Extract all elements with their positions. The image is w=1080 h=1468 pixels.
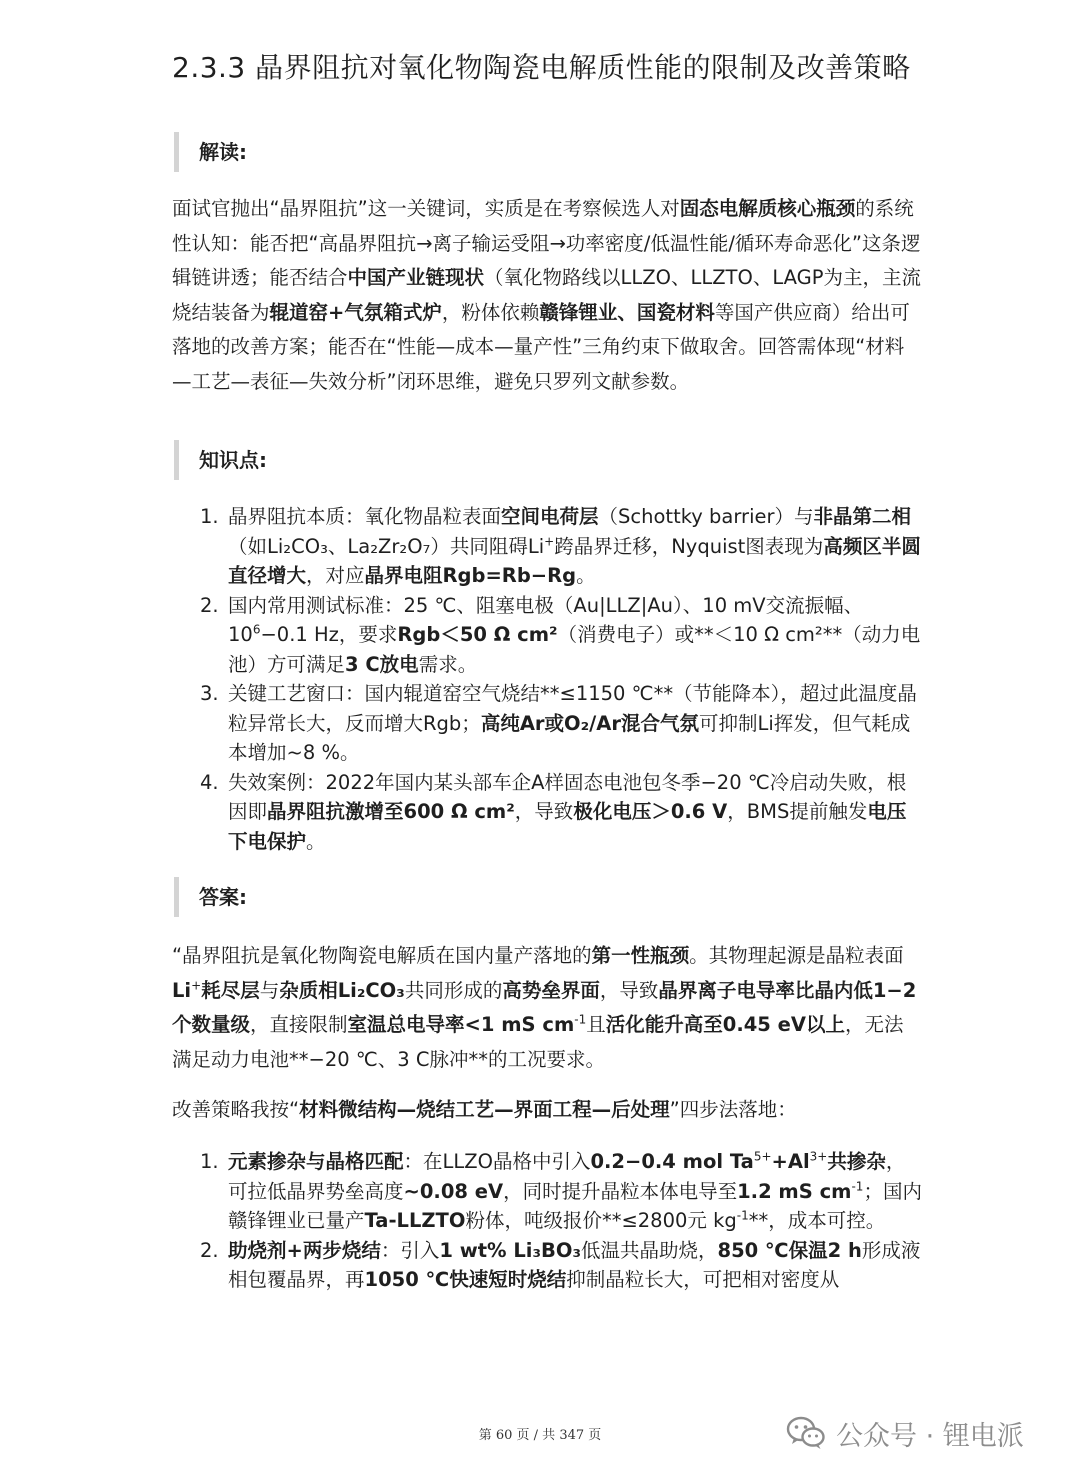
text-run: 低温共晶助烧，	[581, 1238, 718, 1262]
text-run: ，可拉低晶界势垒高度	[228, 1150, 906, 1203]
text-run: 与	[259, 978, 280, 1002]
list-item	[200, 1236, 922, 1295]
list-item	[200, 591, 922, 680]
knowledge-title: 知识点:	[174, 440, 474, 480]
bold-run: 极化电压＞0.6 V	[573, 800, 728, 823]
text-run: 国内常用测试标准：25 ℃、阻塞电极（Au|LLZ|Au）、10 mV交流振幅、10	[228, 593, 864, 646]
list-item	[200, 1147, 922, 1236]
watermark	[786, 1411, 1024, 1455]
text-run: （氧化物路线以LLZO、LLZTO、LAGP为主，主流烧结装备为	[172, 266, 921, 324]
text-run: ，直接限制	[250, 1013, 348, 1036]
bold-run: 高势垒界面	[502, 978, 600, 1002]
text-run: 形成液相包覆晶界，再	[228, 1238, 921, 1291]
list-number: 3.	[200, 682, 219, 705]
text-run: ，导致	[514, 800, 574, 823]
bold-run: 中国产业链现状	[347, 266, 485, 289]
text-run: ，导致	[599, 978, 659, 1002]
bold-run: 辊道窑+气氛箱式炉	[269, 300, 442, 324]
text-run: ：引入	[380, 1238, 440, 1262]
bold-run: 助烧剂+两步烧结	[228, 1238, 381, 1262]
bold-run: 1 wt% Li₃BO₃	[439, 1238, 582, 1262]
text-run: 改善策略我按“	[172, 1098, 300, 1121]
text-run: “晶界阻抗是氧化物陶瓷电解质在国内量产落地的	[172, 944, 592, 967]
list-number: 2.	[200, 593, 219, 617]
text-run: 失效案例：2022年国内某头部车企A样固态电池包冬季−20 ℃冷启动失败，根因即	[228, 770, 907, 823]
bold-run: +Al	[771, 1150, 810, 1173]
bold-run: Rgb＜50 Ω cm²	[397, 623, 558, 646]
superscript: +	[544, 534, 555, 548]
text-run: 等国产供应商）给出可落地的改善方案；能否在“性能—成本—量产性”三角约束下做取舍。回答需体现“材料—工艺—表征—失效分析”闭环思维，避免只罗列文献参数。	[172, 300, 910, 393]
superscript: -1	[736, 1208, 749, 1223]
answer-title: 答案:	[174, 877, 474, 917]
superscript: 5+	[753, 1149, 772, 1164]
bold-run: 空间电荷层	[501, 505, 599, 528]
watermark-text: 公众号 · 锂电派	[836, 1420, 1024, 1452]
bold-run: Ta-LLZTO	[364, 1209, 466, 1232]
bold-run: 耗尽层	[201, 978, 260, 1002]
text-run: （消费电子）或**＜10 Ω cm²**（动力电池）方可满足	[228, 623, 921, 676]
text-run: （如Li₂CO₃、La₂Zr₂O₇）共同阻碍Li	[228, 534, 545, 558]
text-run: 晶界阻抗本质：氧化物晶粒表面	[228, 505, 502, 528]
list-number: 4.	[200, 770, 219, 794]
bold-run: 室温总电导率	[347, 1013, 465, 1036]
text-run: −0.1 Hz，要求	[260, 623, 398, 646]
bold-run: 电压下电保护	[228, 800, 907, 853]
strategy-list	[200, 1147, 922, 1295]
text-run: （Schottky barrier）与	[598, 505, 814, 528]
text-run: 关键工艺窗口：国内辊道窑空气烧结**≤1150 ℃**（节能降本），超过此温度晶粒异常长大，反而增大Rgb；	[228, 682, 917, 735]
text-run: ，粉体依赖	[441, 300, 540, 324]
text-run: 面试官抛出“晶界阻抗”这一关键词，实质是在考察候选人对	[172, 197, 680, 220]
interpretation-title: 解读:	[174, 132, 474, 172]
interpretation-paragraph	[172, 192, 922, 399]
list-item	[200, 768, 922, 857]
superscript: 6	[252, 622, 261, 637]
text-run: **，成本可控。	[748, 1209, 886, 1232]
bold-run: 杂质相Li₂CO₃	[279, 978, 405, 1002]
bold-run: <1 mS cm	[464, 1013, 575, 1036]
bold-run: 活化能升高至0.45 eV以上	[605, 1013, 845, 1036]
text-run: 的系统性认知：能否把“高晶界阻抗→离子输运受阻→功率密度/低温性能/循环寿命恶化”这条逻辑链讲透；能否结合	[172, 197, 921, 289]
bold-run: 元素掺杂与晶格匹配	[228, 1150, 404, 1173]
bold-run: 高频区半圆直径增大	[228, 534, 921, 587]
text-run: 需求。	[418, 652, 478, 676]
text-run: 。	[306, 829, 326, 853]
bold-run: 1.2 mS cm	[737, 1179, 852, 1203]
bold-run: 第一性瓶颈	[591, 944, 690, 967]
superscript: -1	[574, 1012, 587, 1027]
list-number: 1.	[200, 505, 219, 528]
bold-run: 3 C放电	[345, 652, 419, 676]
strategy-intro	[172, 1093, 922, 1128]
bold-run: 0.2−0.4 mol Ta	[590, 1150, 754, 1173]
bold-run: Li	[172, 978, 192, 1002]
list-number: 1.	[200, 1150, 219, 1173]
text-run: 可抑制Li挥发，但气耗成本增加~8 %。	[228, 711, 911, 764]
text-run: ”四步法落地：	[669, 1098, 797, 1121]
text-run: 且	[586, 1013, 606, 1036]
bold-run: ~0.08 eV	[403, 1179, 504, 1203]
text-run: 。其物理起源是晶粒表面	[689, 944, 904, 967]
text-run: 抑制晶粒长大，可把相对密度从	[566, 1268, 840, 1291]
text-run: 跨晶界迁移，Nyquist图表现为	[554, 534, 824, 558]
text-run: ，BMS提前触发	[727, 800, 868, 823]
list-item	[200, 502, 922, 591]
answer-paragraph	[172, 939, 922, 1077]
list-item	[200, 679, 922, 768]
bold-run: 高纯Ar或O₂/Ar混合气氛	[480, 711, 699, 735]
text-run: ，无法满足动力电池**−20 ℃、3 C脉冲**的工况要求。	[172, 1013, 904, 1071]
text-run: ，同时提升晶粒本体电导至	[503, 1179, 738, 1203]
text-run: 粉体，吨级报价**≤2800元 kg	[465, 1209, 737, 1232]
superscript: -1	[851, 1179, 864, 1193]
bold-run: 1050 ℃快速短时烧结	[364, 1268, 567, 1291]
text-run: ：在LLZO晶格中引入	[403, 1150, 591, 1173]
bold-run: 共掺杂	[827, 1150, 886, 1173]
list-number: 2.	[200, 1238, 219, 1262]
wechat-icon	[786, 1415, 826, 1451]
text-run: ，对应	[306, 564, 365, 587]
section-heading: 2.3.3 晶界阻抗对氧化物陶瓷电解质性能的限制及改善策略	[172, 51, 911, 84]
bold-run: 晶界离子电导率比晶内低1−2个数量级	[172, 978, 917, 1036]
bold-run: 赣锋锂业、国瓷材料	[539, 300, 715, 324]
knowledge-list	[200, 502, 922, 856]
bold-run: 非晶第二相	[813, 505, 912, 528]
bold-run: 晶界电阻Rgb=Rb−Rg	[364, 564, 577, 587]
superscript: +	[191, 978, 202, 992]
text-run: 。	[576, 564, 596, 587]
bold-run: 固态电解质核心瓶颈	[679, 197, 856, 220]
bold-run: 晶界阻抗激增至600 Ω cm²	[267, 800, 515, 823]
bold-run: 材料微结构—烧结工艺—界面工程—后处理	[299, 1098, 670, 1121]
text-run: 共同形成的	[404, 978, 503, 1002]
page-footer: 第 60 页 / 共 347 页	[478, 1428, 602, 1443]
superscript: 3+	[809, 1149, 828, 1164]
bold-run: 850 ℃保温2 h	[717, 1238, 862, 1262]
text-run: ；国内赣锋锂业已量产	[228, 1179, 922, 1232]
